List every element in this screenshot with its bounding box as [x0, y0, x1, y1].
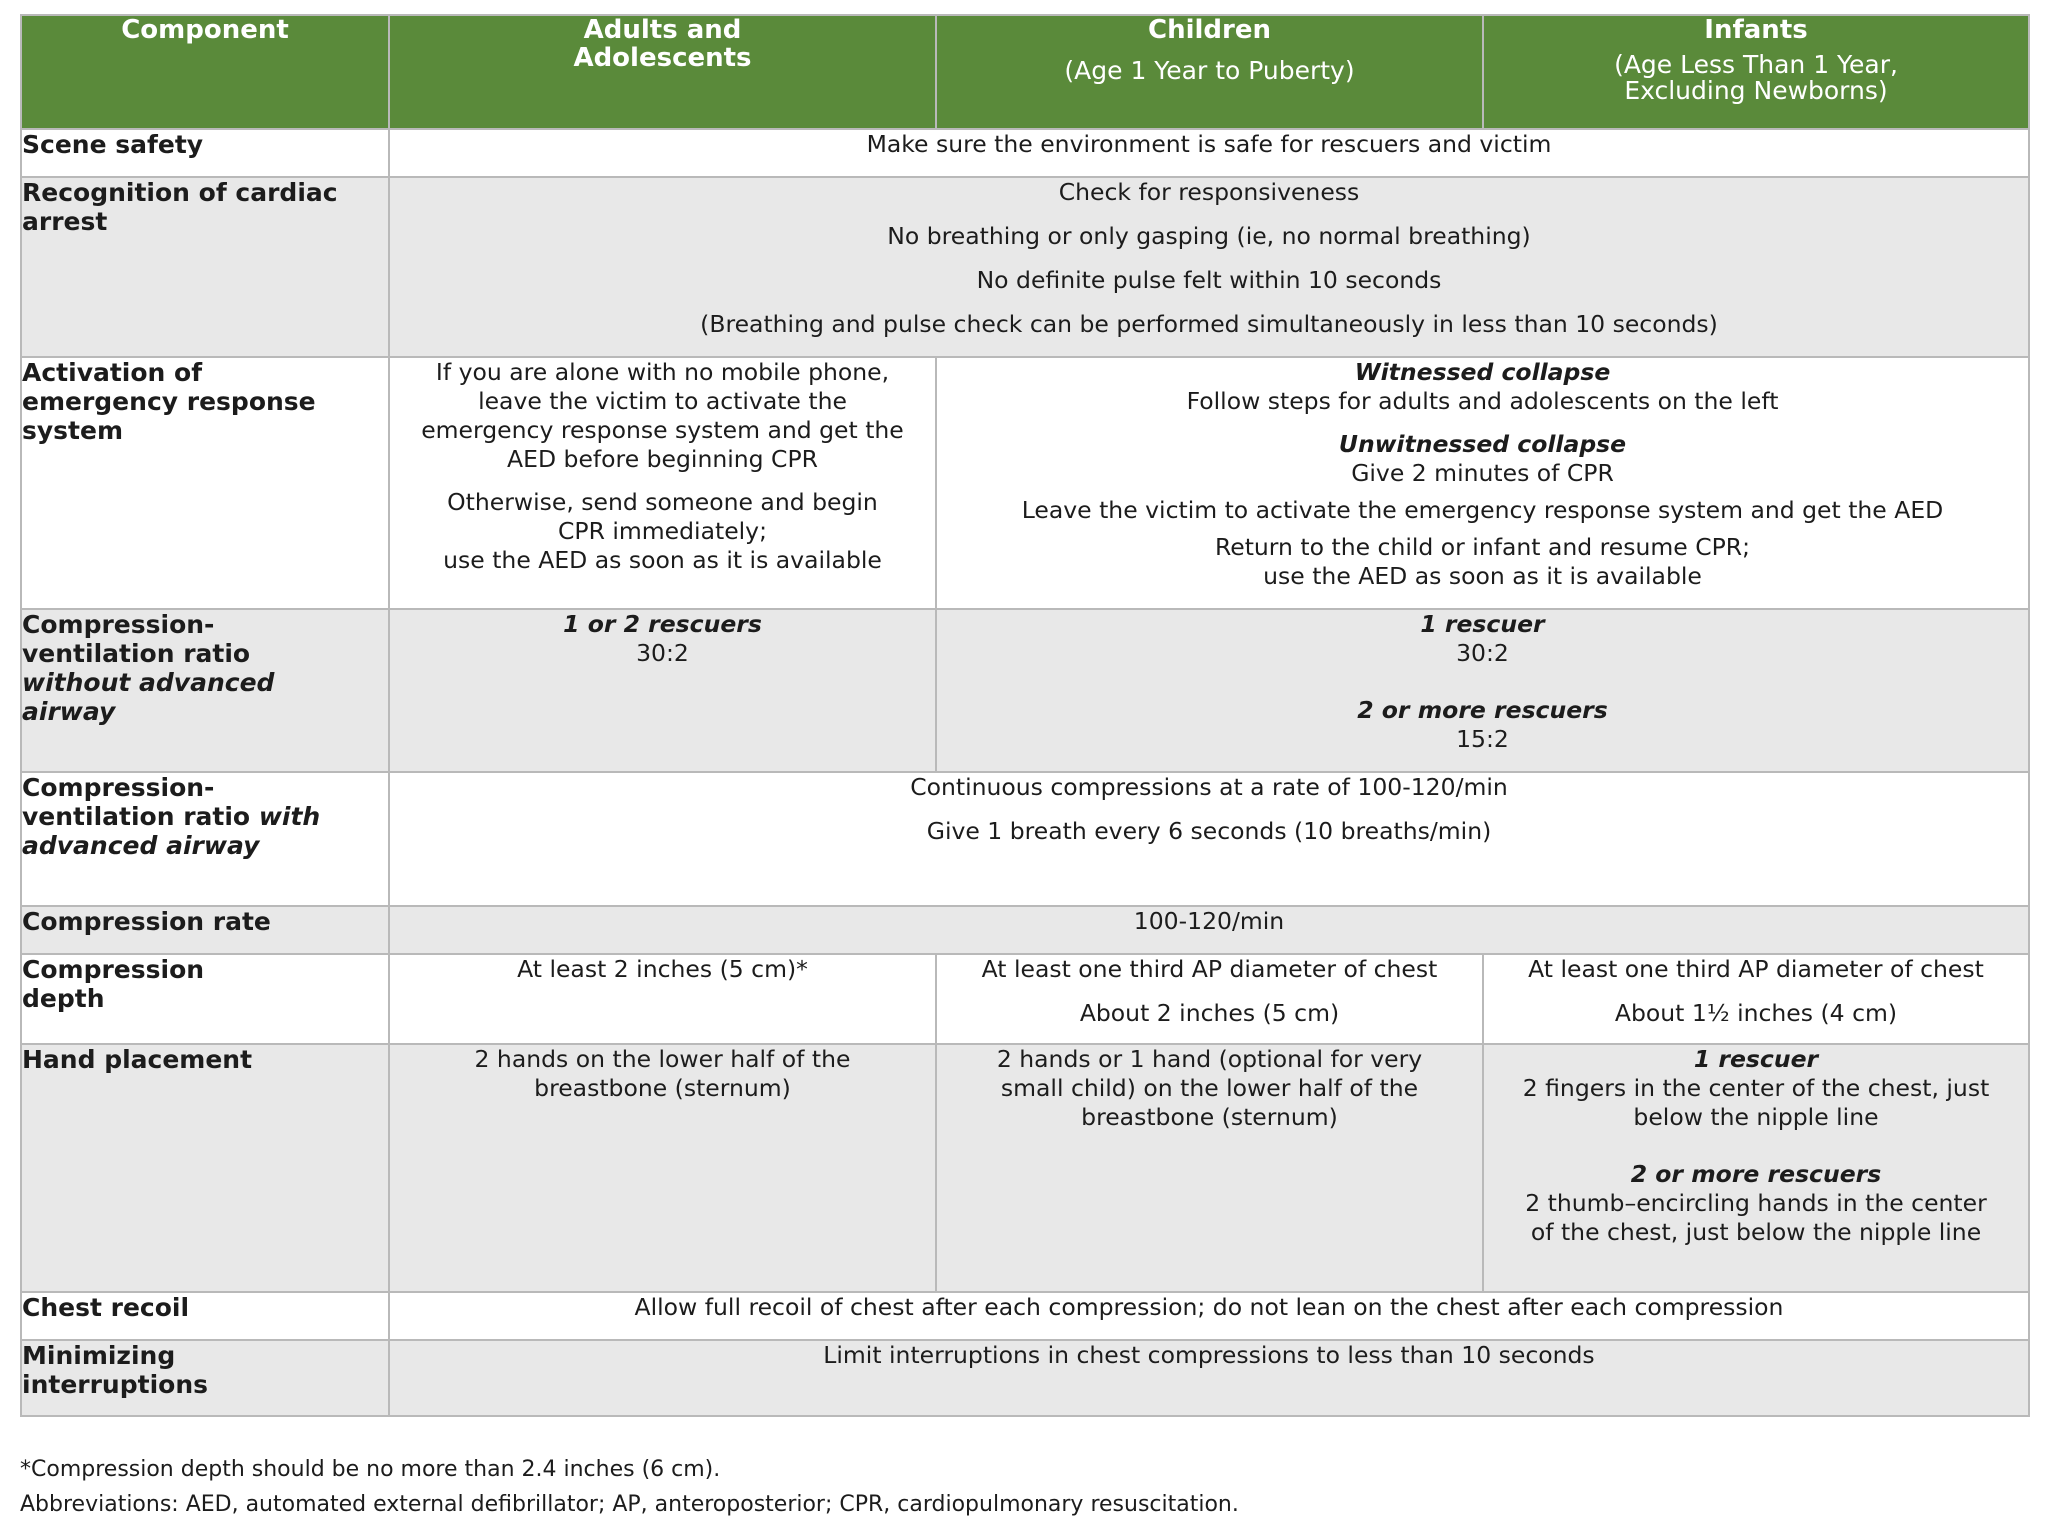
depth-infants — [1483, 954, 2029, 1044]
row-label: Hand placement — [21, 1044, 389, 1292]
row-label — [21, 772, 389, 906]
row-label: Minimizing interruptions — [21, 1340, 389, 1416]
row-activation — [21, 357, 2029, 609]
row-label: Chest recoil — [21, 1292, 389, 1340]
ratio-value: 15:2 — [1456, 725, 1509, 753]
hand-children: 2 hands or 1 hand (optional for very small child) on the lower half of the breastbone (sternum) — [936, 1044, 1483, 1292]
header-infants-subtitle: (Age Less Than 1 Year, Excluding Newborns) — [1614, 50, 1898, 105]
row-label — [21, 609, 389, 772]
header-children-title: Children — [1148, 15, 1271, 45]
row-recognition — [21, 177, 2029, 357]
activation-adults — [389, 357, 936, 609]
row-scene-safety — [21, 129, 2029, 177]
row-label-qualifier: without advanced airway — [22, 668, 275, 726]
header-row — [21, 15, 2029, 129]
header-infants — [1483, 15, 2029, 129]
row-label: Scene safety — [21, 129, 389, 177]
depth-footnote: *Compression depth should be no more than 2.4 inches (6 cm). — [20, 1457, 721, 1482]
unwitnessed-collapse-text: Leave the victim to activate the emergency response system and get the AED — [1021, 496, 1944, 524]
activation-adults-p2: Otherwise, send someone and begin CPR immediately; use the AED as soon as it is available — [443, 488, 882, 574]
row-label-qualifier: with advanced airway — [22, 802, 321, 860]
row-label-main: Compression-ventilation ratio — [22, 773, 259, 831]
unwitnessed-collapse-title: Unwitnessed collapse — [1338, 430, 1627, 458]
chest-recoil-all: Allow full recoil of chest after each compression; do not lean on the chest after each compression — [389, 1292, 2029, 1340]
hand-rescuers-title: 2 or more rescuers — [1630, 1160, 1882, 1188]
ratio-value: 30:2 — [636, 639, 689, 667]
header-infants-title: Infants — [1704, 15, 1808, 45]
depth-children — [936, 954, 1483, 1044]
depth-line: About 1½ inches (4 cm) — [1614, 999, 1898, 1027]
witnessed-collapse-title: Witnessed collapse — [1354, 358, 1611, 386]
hand-infants-text: 2 fingers in the center of the chest, just below the nipple line — [1522, 1074, 1990, 1131]
header-component — [21, 15, 389, 129]
row-label: Compression rate — [21, 906, 389, 954]
row-label: Recognition of cardiac arrest — [21, 177, 389, 357]
recognition-line: No breathing or only gasping (ie, no normal breathing) — [887, 222, 1531, 250]
recognition-line: (Breathing and pulse check can be performed simultaneously in less than 10 seconds) — [700, 310, 1718, 338]
scene-safety-all: Make sure the environment is safe for rescuers and victim — [389, 129, 2029, 177]
header-component-title: Component — [121, 15, 289, 45]
header-adults — [389, 15, 936, 129]
hand-infants — [1483, 1044, 2029, 1292]
row-label-main: Compression-ventilation ratio — [22, 610, 251, 668]
row-ratio-with-airway — [21, 772, 2029, 906]
row-label: Compression depth — [21, 954, 389, 1044]
activation-adults-p1: If you are alone with no mobile phone, leave the victim to activate the emergency response system and get the AED before beginning CPR — [421, 358, 904, 473]
depth-adults: At least 2 inches (5 cm)* — [389, 954, 936, 1044]
bls-summary-page — [20, 14, 2028, 1417]
hand-adults: 2 hands on the lower half of the breastbone (sternum) — [389, 1044, 936, 1292]
header-adults-title: Adults and Adolescents — [573, 15, 752, 73]
witnessed-collapse-text: Follow steps for adults and adolescents on the left — [1186, 387, 1779, 415]
bls-components-table — [20, 14, 2030, 1417]
ratio-with-line: Continuous compressions at a rate of 100-120/min — [910, 773, 1508, 801]
hand-rescuers-title: 1 rescuer — [1693, 1045, 1819, 1073]
activation-children-infants — [936, 357, 2029, 609]
recognition-line: Check for responsiveness — [1058, 178, 1360, 206]
footnotes — [20, 1452, 2020, 1522]
unwitnessed-collapse-text: Return to the child or infant and resume CPR; use the AED as soon as it is available — [1214, 533, 1751, 590]
row-compression-depth — [21, 954, 2029, 1044]
depth-line: At least one third AP diameter of chest — [1528, 955, 1984, 983]
header-children-subtitle: (Age 1 Year to Puberty) — [1064, 56, 1355, 85]
ratio-value: 30:2 — [1456, 639, 1509, 667]
interruptions-all: Limit interruptions in chest compressions to less than 10 seconds — [389, 1340, 2029, 1416]
depth-line: About 2 inches (5 cm) — [1079, 999, 1340, 1027]
abbreviations-footnote: Abbreviations: AED, automated external defibrillator; AP, anteroposterior; CPR, cardiopulmonary resuscitation. — [20, 1492, 1239, 1517]
header-children — [936, 15, 1483, 129]
ratio-with-all — [389, 772, 2029, 906]
row-compression-rate — [21, 906, 2029, 954]
ratio-rescuers-title: 2 or more rescuers — [1357, 696, 1608, 724]
ratio-with-line: Give 1 breath every 6 seconds (10 breaths/min) — [926, 817, 1492, 845]
row-chest-recoil — [21, 1292, 2029, 1340]
recognition-line: No definite pulse felt within 10 seconds — [976, 266, 1442, 294]
recognition-all — [389, 177, 2029, 357]
row-label: Activation of emergency response system — [21, 357, 389, 609]
ratio-rescuers-title: 1 or 2 rescuers — [563, 610, 762, 638]
ratio-without-children-infants — [936, 609, 2029, 772]
ratio-rescuers-title: 1 rescuer — [1420, 610, 1545, 638]
row-hand-placement — [21, 1044, 2029, 1292]
unwitnessed-collapse-text: Give 2 minutes of CPR — [1351, 459, 1614, 487]
hand-infants-text: 2 thumb–encircling hands in the center of the chest, just below the nipple line — [1525, 1189, 1987, 1246]
row-ratio-without-airway — [21, 609, 2029, 772]
depth-line: At least one third AP diameter of chest — [981, 955, 1438, 983]
compression-rate-all: 100-120/min — [389, 906, 2029, 954]
ratio-without-adults — [389, 609, 936, 772]
row-minimizing-interruptions — [21, 1340, 2029, 1416]
